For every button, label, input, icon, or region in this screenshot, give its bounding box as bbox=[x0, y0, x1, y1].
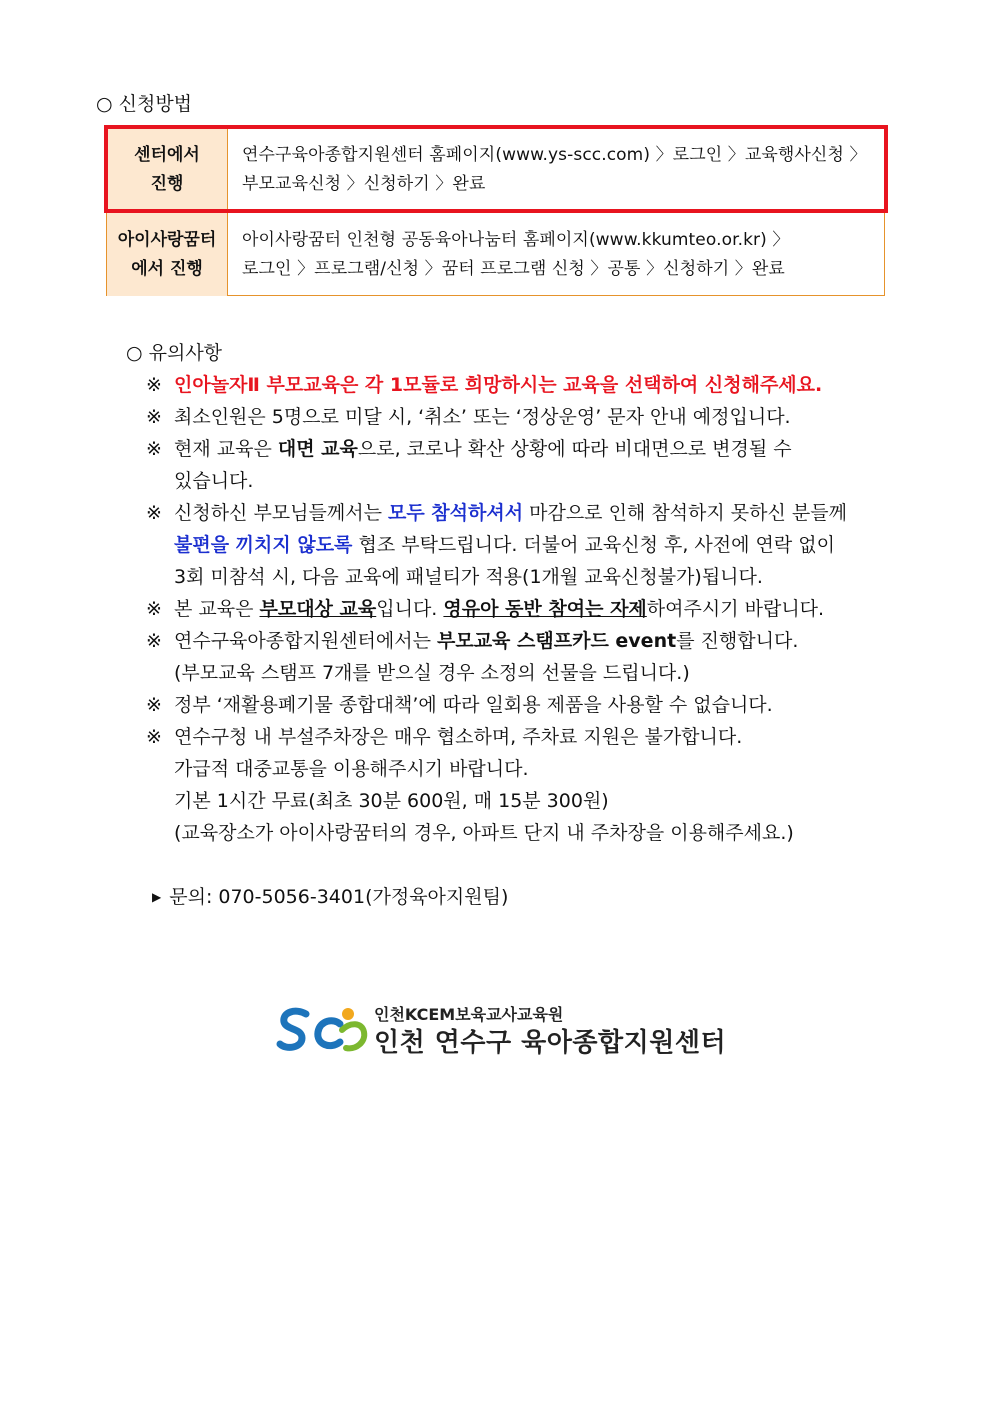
method-steps-line: 로그인 〉프로그램/신청 〉꿈터 프로그램 신청 〉공통 〉신청하기 〉완료 bbox=[242, 259, 785, 279]
logo-name: 인천 연수구 육아종합지원센터 bbox=[374, 1028, 727, 1058]
note-line bbox=[146, 593, 926, 625]
note-emphasis-underline: 영유아 동반 참여는 자제 bbox=[443, 598, 647, 620]
note-item bbox=[146, 497, 926, 593]
note-item bbox=[146, 689, 926, 721]
method-head-label: 아이사랑꿈터 에서 진행 bbox=[117, 229, 217, 279]
method-head-label: 센터에서 진행 bbox=[134, 145, 200, 194]
note-item bbox=[146, 721, 926, 849]
method-row-kkumteo bbox=[107, 212, 884, 296]
note-text: 있습니다. bbox=[174, 470, 254, 492]
note-text: 최소인원은 5명으로 미달 시, ‘취소’ 또는 ‘정상운영’ 문자 안내 예정입니다. bbox=[174, 406, 791, 428]
note-text: 신청하신 부모님들께서는 bbox=[174, 502, 388, 524]
note-line bbox=[146, 497, 926, 529]
note-text: 협조 부탁드립니다. 더불어 교육신청 후, 사전에 연락 없이 bbox=[352, 534, 835, 556]
note-item bbox=[146, 625, 926, 689]
sc-logo-icon bbox=[276, 1000, 372, 1056]
note-text: 연수구육아종합지원센터에서는 bbox=[174, 630, 437, 652]
method-head-kkumteo bbox=[107, 213, 228, 296]
note-text: 마감으로 인해 참석하지 못하신 분들께 bbox=[523, 502, 847, 524]
note-emphasis-blue: 불편을 끼치지 않도록 bbox=[174, 534, 353, 556]
note-text: 하여주시기 바랍니다. bbox=[646, 598, 825, 620]
contact-line bbox=[152, 883, 508, 911]
note-line bbox=[146, 625, 926, 657]
note-mark: ※ bbox=[146, 694, 162, 716]
contact-text: 문의: 070-5056-3401(가정육아지원팀) bbox=[169, 886, 509, 908]
note-line bbox=[146, 529, 926, 561]
note-mark: ※ bbox=[146, 374, 162, 396]
note-text: 으로, 코로나 확산 상황에 따라 비대면으로 변경될 수 bbox=[357, 438, 792, 460]
note-item bbox=[146, 401, 926, 433]
section-title-method: ○ 신청방법 bbox=[96, 93, 193, 115]
note-mark: ※ bbox=[146, 502, 162, 524]
note-text: 가급적 대중교통을 이용해주시기 바랍니다. bbox=[174, 758, 529, 780]
note-text: 를 진행합니다. bbox=[676, 630, 799, 652]
method-steps-line: 부모교육신청 〉신청하기 〉완료 bbox=[242, 174, 486, 194]
note-mark: ※ bbox=[146, 598, 162, 620]
method-steps-line: 아이사랑꿈터 인천형 공동육아나눔터 홈페이지(www.kkumteo.or.kr) 〉 bbox=[242, 230, 790, 250]
note-text: 3회 미참석 시, 다음 교육에 패널티가 적용(1개월 교육신청불가)됩니다. bbox=[174, 566, 763, 588]
note-mark: ※ bbox=[146, 406, 162, 428]
note-emphasis-underline: 부모대상 교육 bbox=[259, 598, 377, 620]
note-text: 현재 교육은 bbox=[174, 438, 278, 460]
center-logo bbox=[276, 1000, 727, 1060]
note-text: 인아놀자Ⅱ 부모교육은 각 1모듈로 희망하시는 교육을 선택하여 신청해주세요. bbox=[174, 374, 823, 396]
note-text: (교육장소가 아이사랑꿈터의 경우, 아파트 단지 내 주차장을 이용해주세요.) bbox=[174, 822, 794, 844]
note-emphasis-blue: 모두 참석하셔서 bbox=[387, 502, 524, 524]
section-title-notes: ○ 유의사항 bbox=[126, 342, 223, 364]
note-text: (부모교육 스탬프 7개를 받으실 경우 소정의 선물을 드립니다.) bbox=[174, 662, 690, 684]
note-item bbox=[146, 593, 926, 625]
note-text: 기본 1시간 무료(최초 30분 600원, 매 15분 300원) bbox=[174, 790, 609, 812]
note-text: 정부 ‘재활용폐기물 종합대책’에 따라 일회용 제품을 사용할 수 없습니다. bbox=[174, 694, 773, 716]
triangle-bullet-icon: ▶ bbox=[152, 890, 162, 904]
note-mark: ※ bbox=[146, 726, 162, 748]
note-text: 연수구청 내 부설주차장은 매우 협소하며, 주차료 지원은 불가합니다. bbox=[174, 726, 743, 748]
logo-subtitle: 인천KCEM보육교사교육원 bbox=[374, 1005, 564, 1024]
note-emphasis: 대면 교육 bbox=[277, 438, 358, 460]
method-steps-kkumteo bbox=[242, 226, 878, 284]
highlight-box bbox=[104, 125, 888, 213]
note-line bbox=[146, 433, 926, 465]
note-mark: ※ bbox=[146, 630, 162, 652]
note-item bbox=[146, 433, 926, 497]
note-item bbox=[146, 369, 926, 401]
note-mark: ※ bbox=[146, 438, 162, 460]
note-text: 본 교육은 bbox=[174, 598, 260, 620]
method-steps-line: 연수구육아종합지원센터 홈페이지(www.ys-scc.com) 〉로그인 〉교육행사신청 〉 bbox=[242, 145, 867, 165]
note-text: 입니다. bbox=[376, 598, 444, 620]
note-emphasis: 부모교육 스탬프카드 event bbox=[437, 630, 677, 652]
